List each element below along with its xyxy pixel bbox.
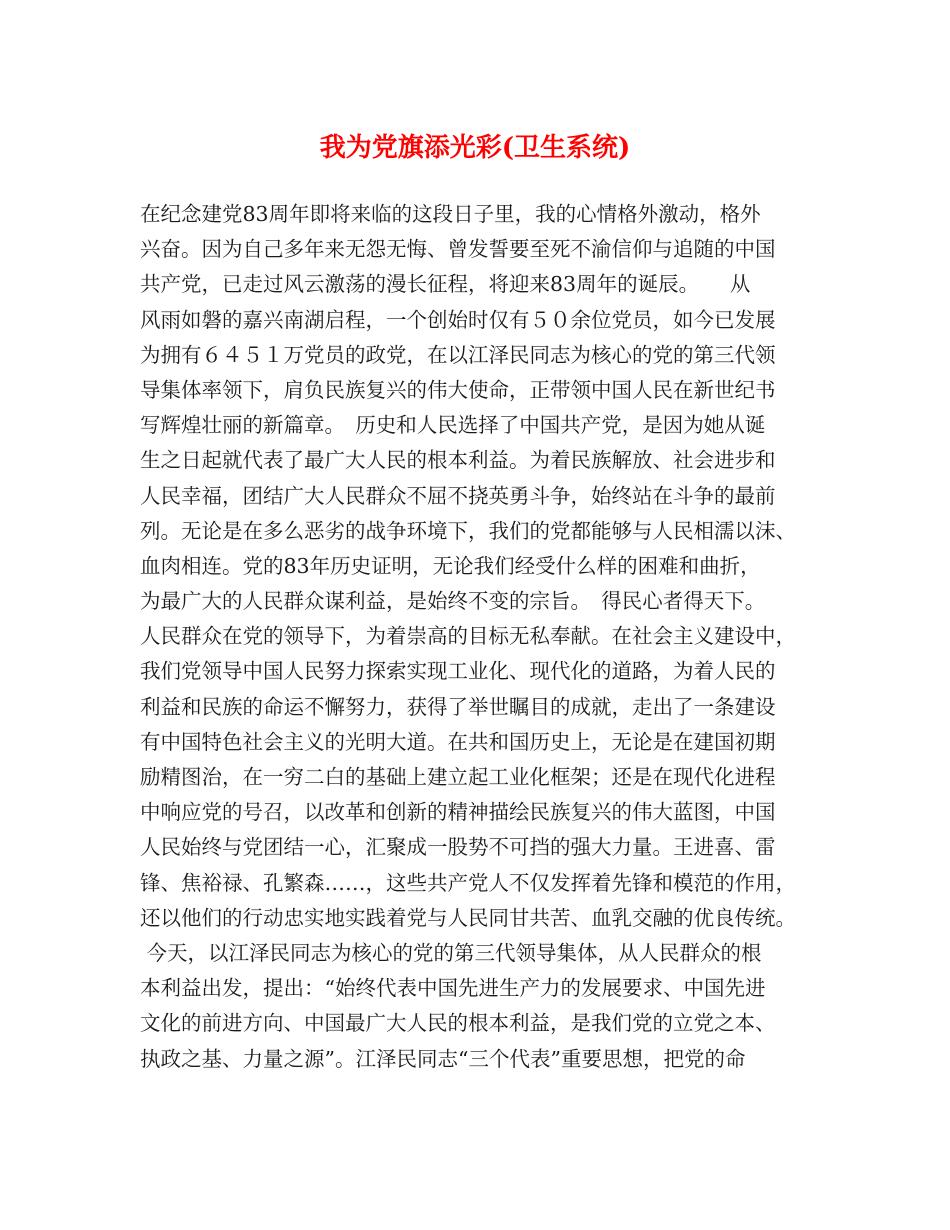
- body-text-line: 励精图治，在一穷二白的基础上建立起工业化框架；还是在现代化进程: [140, 765, 776, 789]
- body-text-line: 执政之基、力量之源”。江泽民同志“三个代表”重要思想，把党的命: [140, 1046, 746, 1071]
- document-title: 我为党旗添光彩(卫生系统): [319, 133, 631, 163]
- body-text-line: 人民群众在党的领导下，为着崇高的目标无私奉献。在社会主义建设中，: [140, 624, 796, 649]
- body-text-line: 生之日起就代表了最广大人民的根本利益。为着民族解放、社会进步和: [140, 448, 776, 473]
- body-text-line: 人民幸福，团结广大人民群众不屈不挠英勇斗争，始终站在斗争的最前: [140, 483, 776, 508]
- body-text-line: 有中国特色社会主义的光明大道。在共和国历史上，无论是在建国初期: [140, 729, 776, 754]
- body-text-line: 为最广大的人民群众谋利益，是始终不变的宗旨。 得民心者得天下。: [140, 589, 766, 614]
- body-text-line: 中响应党的号召，以改革和创新的精神描绘民族复兴的伟大蓝图，中国: [140, 800, 776, 825]
- document-body: [140, 197, 840, 1077]
- body-text-line: 在纪念建党83周年即将来临的这段日子里，我的心情格外激动，格外: [140, 202, 761, 226]
- body-text-line: 人民始终与党团结一心，汇聚成一股势不可挡的强大力量。王进喜、雷: [140, 835, 776, 860]
- body-text-line: 风雨如磐的嘉兴南湖启程，一个创始时仅有５０余位党员，如今已发展: [140, 307, 776, 332]
- body-text-line: 文化的前进方向、中国最广大人民的根本利益，是我们党的立党之本、: [140, 1011, 776, 1036]
- body-text-line: 列。无论是在多么恶劣的战争环境下，我们的党都能够与人民相濡以沫、: [140, 518, 796, 543]
- body-text-line: 共产党，已走过风云激荡的漫长征程，将迎来83周年的诞辰。 从: [140, 272, 751, 297]
- body-text-line: 我们党领导中国人民努力探索实现工业化、现代化的道路，为着人民的: [140, 659, 776, 684]
- body-text-line: 锋、焦裕禄、孔繁森……，这些共产党人不仅发挥着先锋和模范的作用，: [140, 870, 796, 895]
- body-text-line: 兴奋。因为自己多年来无怨无悔、曾发誓要至死不渝信仰与追随的中国: [140, 237, 776, 262]
- body-text-line: 导集体率领下，肩负民族复兴的伟大使命，正带领中国人民在新世纪书: [140, 377, 776, 402]
- body-text-line: 写辉煌壮丽的新篇章。 历史和人民选择了中国共产党，是因为她从诞: [140, 413, 766, 438]
- body-text-line: 血肉相连。党的83年历史证明，无论我们经受什么样的困难和曲折，: [140, 553, 761, 578]
- body-text-line: 还以他们的行动忠实地实践着党与人民同甘共苦、血乳交融的优良传统。: [140, 905, 796, 930]
- body-text-line: 为拥有６４５１万党员的政党，在以江泽民同志为核心的党的第三代领: [140, 342, 776, 367]
- body-text-line: 本利益出发，提出：“始终代表中国先进生产力的发展要求、中国先进: [140, 976, 766, 1001]
- body-text-line: 今天，以江泽民同志为核心的党的第三代领导集体，从人民群众的根: [140, 940, 762, 965]
- body-text-line: 利益和民族的命运不懈努力，获得了举世瞩目的成就，走出了一条建设: [140, 694, 776, 719]
